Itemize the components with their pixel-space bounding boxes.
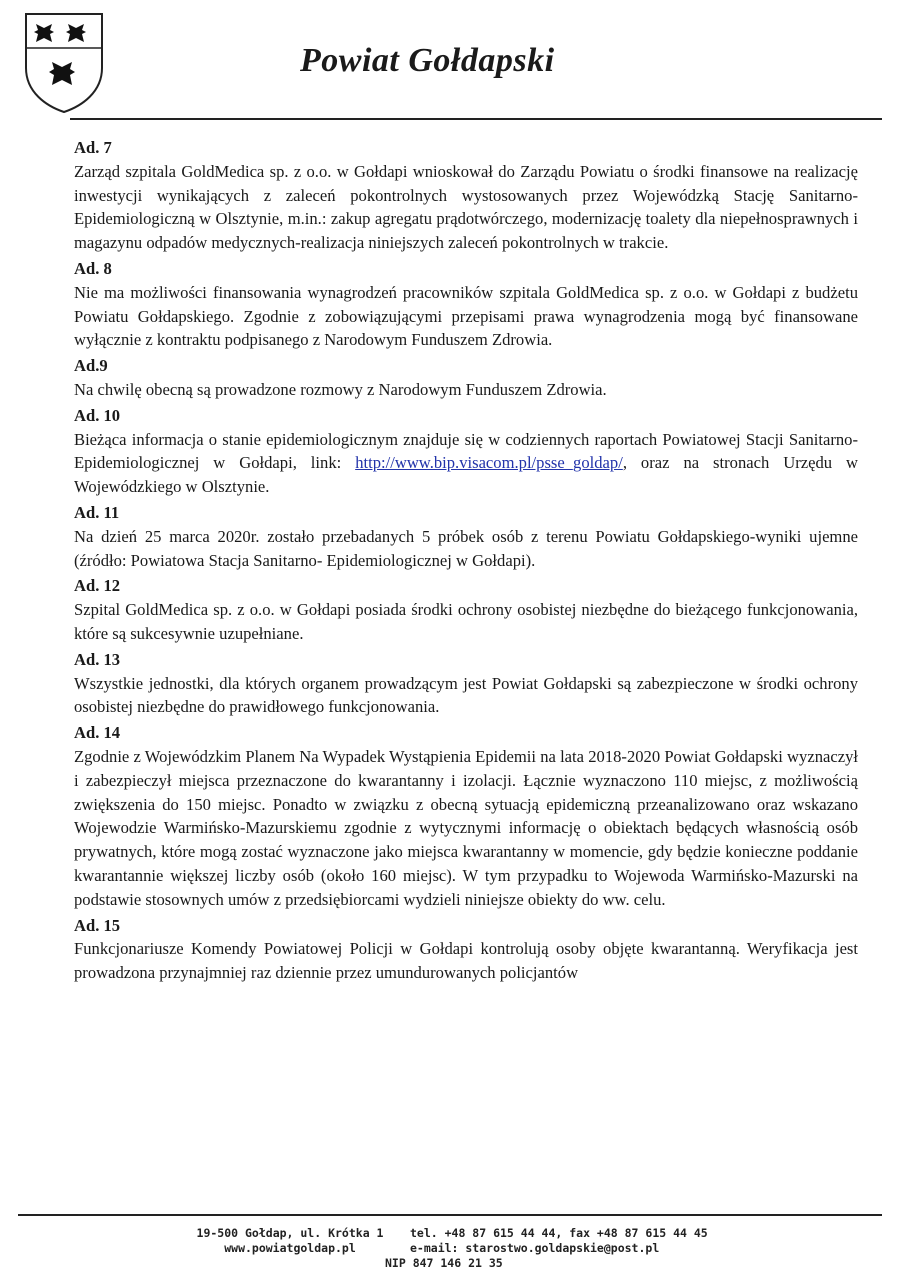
section-paragraph: Funkcjonariusze Komendy Powiatowej Policji w Gołdapi kontrolują osoby objęte kwarantanną. Weryfikacja jest prowadzona przynajmniej raz dziennie przez umundurowanych policjantów [74, 939, 858, 983]
section-heading: Ad.9 [74, 356, 108, 376]
section-heading: Ad. 11 [74, 502, 120, 522]
page-title: Powiat Gołdapski [300, 42, 555, 79]
section-paragraph: Zarząd szpitala GoldMedica sp. z o.o. w Gołdapi wnioskował do Zarządu Powiatu o środki finansowe na realizację inwestycji wynikających z zaleceń pokontrolnych wystosowanych przez Wojewódzką Stację Sanitarno-Epidemiologiczną w Olsztynie, m.in.: zakup agregatu prądotwórczego, modernizację toalety dla niepełnosprawnych i magazynu odpadów medycznych-realizacja niniejszych zaleceń pokontrolnych w trakcie. [74, 161, 858, 253]
footer-divider [18, 1214, 882, 1216]
section-heading: Ad. 7 [74, 138, 112, 157]
section-heading: Ad. 15 [74, 915, 121, 935]
section-paragraph: Zgodnie z Wojewódzkim Planem Na Wypadek Wystąpienia Epidemii na lata 2018-2020 Powiat Gołdapski wyznaczył i zabezpieczył miejsca przeznaczone do kwarantanny i izolacji. Łącznie wyznaczono 110 miejsc, z możliwością zwiększenia do 150 miejsc. Ponadto w związku z obecną sytuacją epidemiczną przeanalizowano oraz wskazano Wojewodzie Warmińsko-Mazurskiemu zgodnie z wytycznymi informację o obiektach będących własnością osób prywatnych, które mogą zostać wyznaczone jako miejsca kwarantanny w momencie, gdy będzie konieczne poddanie kwarantannie większej liczby osób (około 160 miejsc). W tym przypadku to Wojewoda Warmińsko-Mazurski na podstawie stosownych umów z przedsiębiorcami wydzieli niniejsze obiekty do ww. celu. [74, 746, 858, 909]
section-heading: Ad. 10 [74, 405, 121, 425]
footer-left [190, 1226, 390, 1256]
section-heading: Ad. 13 [74, 649, 121, 669]
section-paragraph: Na dzień 25 marca 2020r. zostało przebadanych 5 próbek osób z terenu Powiatu Gołdapskiego-wyniki ujemne (źródło: Powiatowa Stacja Sanitarno- Epidemiologicznej w Gołdapi). [74, 526, 858, 570]
header-divider [70, 118, 882, 120]
section-paragraph: Wszystkie jednostki, dla których organem prowadzącym jest Powiat Gołdapski są zabezpieczone w środki ochrony osobistej niezbędne do prawidłowego funkcjonowania. [74, 673, 858, 717]
section-paragraph: Szpital GoldMedica sp. z o.o. w Gołdapi posiada środki ochrony osobistej niezbędne do bieżącego funkcjonowania, które są sukcesywnie uzupełniane. [74, 600, 858, 643]
psse-link[interactable]: http://www.bip.visacom.pl/psse_goldap/ [355, 453, 623, 473]
paragraph-text: Bieżąca informacja o stanie epidemiologicznym znajduje się w codziennych raportach Powiatowej Stacji Sanitarno- Epidemiologicznej w Gołdapi, link: [74, 429, 858, 473]
footer-phone: tel. +48 87 615 44 44, fax +48 87 615 44 45 [410, 1226, 708, 1240]
footer-right [410, 1226, 750, 1256]
section-heading: Ad. 12 [74, 576, 121, 596]
section-heading: Ad. 8 [74, 258, 112, 278]
section-paragraph: Na chwilę obecną są prowadzone rozmowy z Narodowym Funduszem Zdrowia. [74, 379, 607, 399]
paragraph-text: , oraz na stronach Urzędu w Wojewódzkiego w Olsztynie. [74, 453, 859, 497]
footer-nip: NIP 847 146 21 35 [385, 1256, 503, 1270]
section-heading: Ad. 14 [74, 723, 121, 743]
footer-address: 19-500 Gołdap, ul. Krótka 1 [196, 1226, 384, 1240]
footer-email[interactable]: e-mail: starostwo.goldapskie@post.pl [410, 1241, 660, 1255]
footer-website[interactable]: www.powiatgoldap.pl [224, 1241, 356, 1255]
section-paragraph: Nie ma możliwości finansowania wynagrodzeń pracowników szpitala GoldMedica sp. z o.o. w Gołdapi z budżetu Powiatu Gołdapskiego. Zgodnie z zobowiązującymi przepisami prawa wynagrodzenia mogą być finansowane wyłącznie z kontraktu podpisanego z Narodowym Funduszem Zdrowia. [74, 282, 858, 350]
coat-of-arms-icon [22, 10, 106, 114]
document-body [74, 136, 858, 987]
section-paragraph [74, 428, 858, 499]
